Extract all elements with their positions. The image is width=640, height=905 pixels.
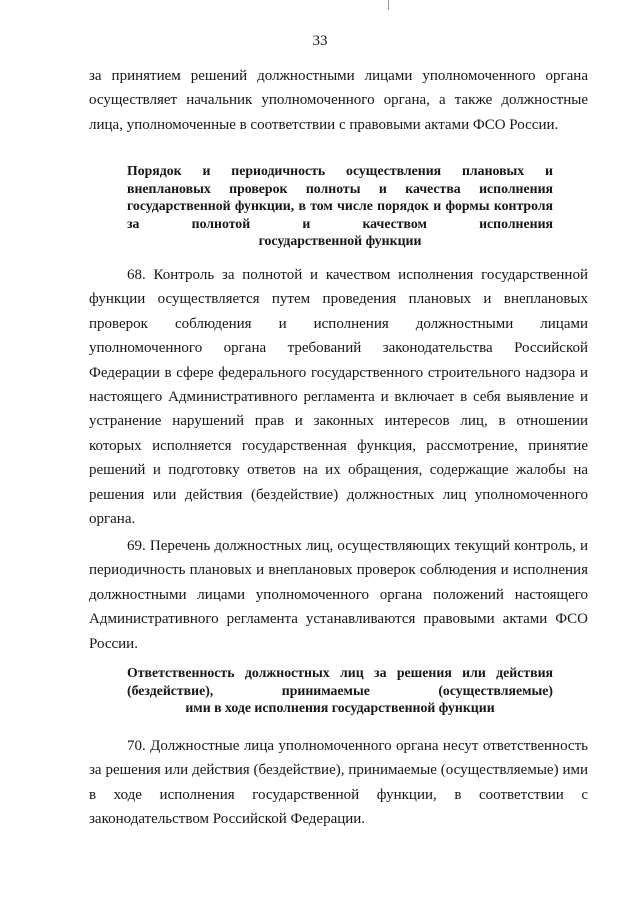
paragraph-68: 68. Контроль за полнотой и качеством исполнения государственной функции осуществляется путем проведения плановых и внеплановых проверок соблюдения и исполнения должностными лицами уполномоченного органа требований законодательства Российской Федерации в сфере федерального государственного строительного надзора и настоящего Административного регламента и включает в себя выявление и устранение нарушений прав и законных интересов лиц, в отношении которых исполняется государственная функция, рассмотрение, принятие решений и подготовку ответов на их обращения, содержащие жалобы на решения или действия (бездействие) должностных лиц уполномоченного органа. — [89, 267, 588, 528]
section-heading-responsibility — [127, 664, 553, 717]
section-heading-responsibility-text: Ответственность должностных лиц за решения или действия (бездействие), принимаемые (осуществляемые) — [127, 665, 553, 698]
paragraph-69: 69. Перечень должностных лиц, осуществляющих текущий контроль, и периодичность плановых и внеплановых проверок соблюдения и исполнения должностными лицами уполномоченного органа положений настоящего Административного регламента устанавливаются правовыми актами ФСО России. — [89, 538, 588, 652]
scan-artifact — [388, 0, 389, 10]
page-number: 33 — [312, 33, 328, 49]
intro-paragraph: за принятием решений должностными лицами уполномоченного органа осуществляет начальник уполномоченного органа, а также должностные лица, уполномоченные в соответствии с правовыми актами ФСО России. — [89, 68, 588, 133]
section-heading-control-last-line: государственной функции — [258, 233, 422, 249]
section-heading-control-text: Порядок и периодичность осуществления плановых и внеплановых проверок полноты и качества исполнения государственной функции, в том числе порядок и формы контроля за полнотой и качеством исполнения — [127, 163, 553, 231]
section-heading-responsibility-last-line: ими в ходе исполнения государственной функции — [185, 700, 495, 716]
section-heading-control — [127, 162, 553, 250]
paragraph-70: 70. Должностные лица уполномоченного органа несут ответственность за решения или действия (бездействие), принимаемые (осуществляемые) ими в ходе исполнения государственной функции, в соответствии с законодательством Российской Федерации. — [89, 738, 588, 828]
